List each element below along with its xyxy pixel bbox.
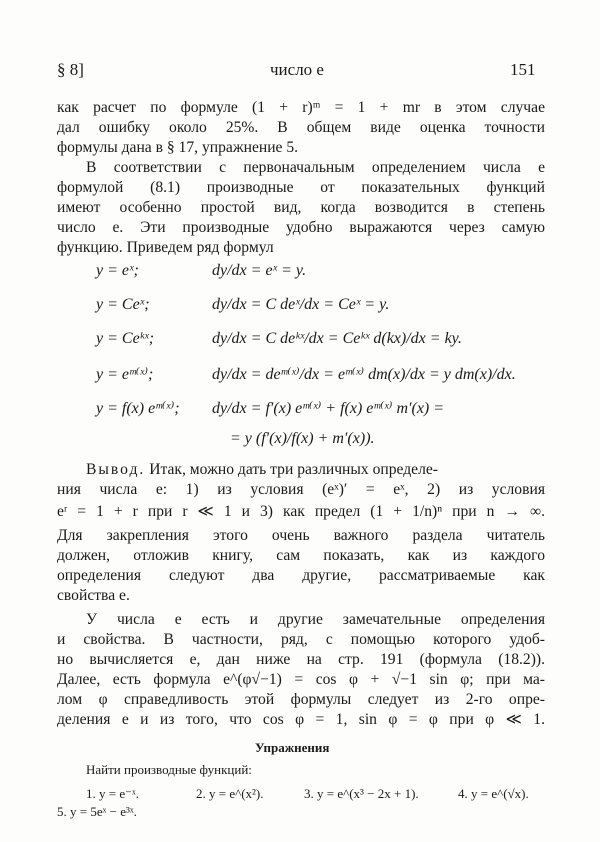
text-line: Далее, есть формула e^(φ√−1) = cos φ + √−1 sin φ; при ма- [57, 671, 545, 688]
exercises-intro: Найти производные функций: [86, 762, 252, 777]
text-line: должен, отложив книгу, сам показать, как из каждого [57, 547, 545, 564]
text-line: и свойства. В частности, ряд, с помощью которого удоб- [57, 631, 545, 648]
text-line: функцию. Приведем ряд формул [57, 239, 274, 256]
formula-left: y = Ceᵏˣ; [96, 330, 155, 347]
text-line: число e. Эти производные удобно выражаются через самую [57, 219, 545, 236]
text-line: В соответствии с первоначальным определением числа e [86, 159, 545, 176]
text-line: формулы дана в § 17, упражнение 5. [57, 139, 299, 156]
formula-left: y = eˣ; [96, 262, 139, 279]
text-line: Для закрепления этого очень важного раздела читатель [57, 527, 545, 544]
text-line: У числа e есть и другие замечательные определения [86, 611, 545, 628]
formula-left: y = f(x) eᵐ⁽ˣ⁾; [96, 400, 180, 417]
text-line: деления e и из того, что cos φ = 1, sin φ = φ при φ ≪ 1. [57, 711, 545, 728]
exercise-item: 1. y = e⁻ˣ. [86, 786, 139, 801]
text-line: eʳ = 1 + r при r ≪ 1 и 3) как предел (1 + 1/n)ⁿ при n → ∞. [57, 503, 545, 520]
formula-right: dy/dx = C deˣ/dx = Ceˣ = y. [212, 296, 390, 313]
text-line: определения следуют два другие, рассматриваемые как [57, 567, 545, 584]
text-line: формулой (8.1) производные от показательных функций [57, 179, 545, 196]
formula-right: dy/dx = f′(x) eᵐ⁽ˣ⁾ + f(x) eᵐ⁽ˣ⁾ m′(x) = [212, 400, 445, 417]
exercise-item: 2. y = e^(x²). [196, 786, 264, 801]
exercises-heading: Упражнения [255, 740, 330, 755]
text-line: имеют особенно простой вид, когда возводится в степень [57, 199, 545, 216]
text-line: свойства e. [57, 587, 130, 604]
conclusion-line [57, 460, 545, 480]
exercise-item: 4. y = e^(√x). [458, 786, 529, 801]
exercise-item: 3. y = e^(x³ − 2x + 1). [304, 786, 419, 801]
conclusion-text: Итак, можно дать три различных определе- [149, 461, 438, 478]
conclusion-label: Вывод. [86, 461, 146, 478]
text-line: как расчет по формуле (1 + r)ᵐ = 1 + mr в этом случае [57, 99, 545, 116]
section-ref: § 8] [57, 60, 84, 79]
page-number: 151 [510, 60, 536, 79]
formula-right: dy/dx = eˣ = y. [212, 262, 307, 279]
text-line: лом φ справедливость этой формулы следует из 2-го опре- [57, 691, 545, 708]
text-line: ния числа e: 1) из условия (eˣ)′ = eˣ, 2) из условия [57, 481, 545, 498]
formula-right: dy/dx = deᵐ⁽ˣ⁾/dx = eᵐ⁽ˣ⁾ dm(x)/dx = y dm(x)/dx. [212, 366, 516, 383]
running-title: число e [270, 60, 324, 79]
formula-left: y = Ceˣ; [96, 296, 150, 313]
text-line: но вычисляется e, дан ниже на стр. 191 (формула (18.2)). [57, 651, 545, 668]
text-line: дал ошибку около 25%. В общем виде оценка точности [57, 119, 545, 136]
formula-right: = y (f′(x)/f(x) + m′(x)). [230, 430, 375, 447]
formula-right: dy/dx = C deᵏˣ/dx = Ceᵏˣ d(kx)/dx = ky. [212, 330, 462, 347]
formula-left: y = eᵐ⁽ˣ⁾; [96, 366, 154, 383]
exercise-item: 5. y = 5eˣ − e³ˣ. [57, 804, 137, 819]
